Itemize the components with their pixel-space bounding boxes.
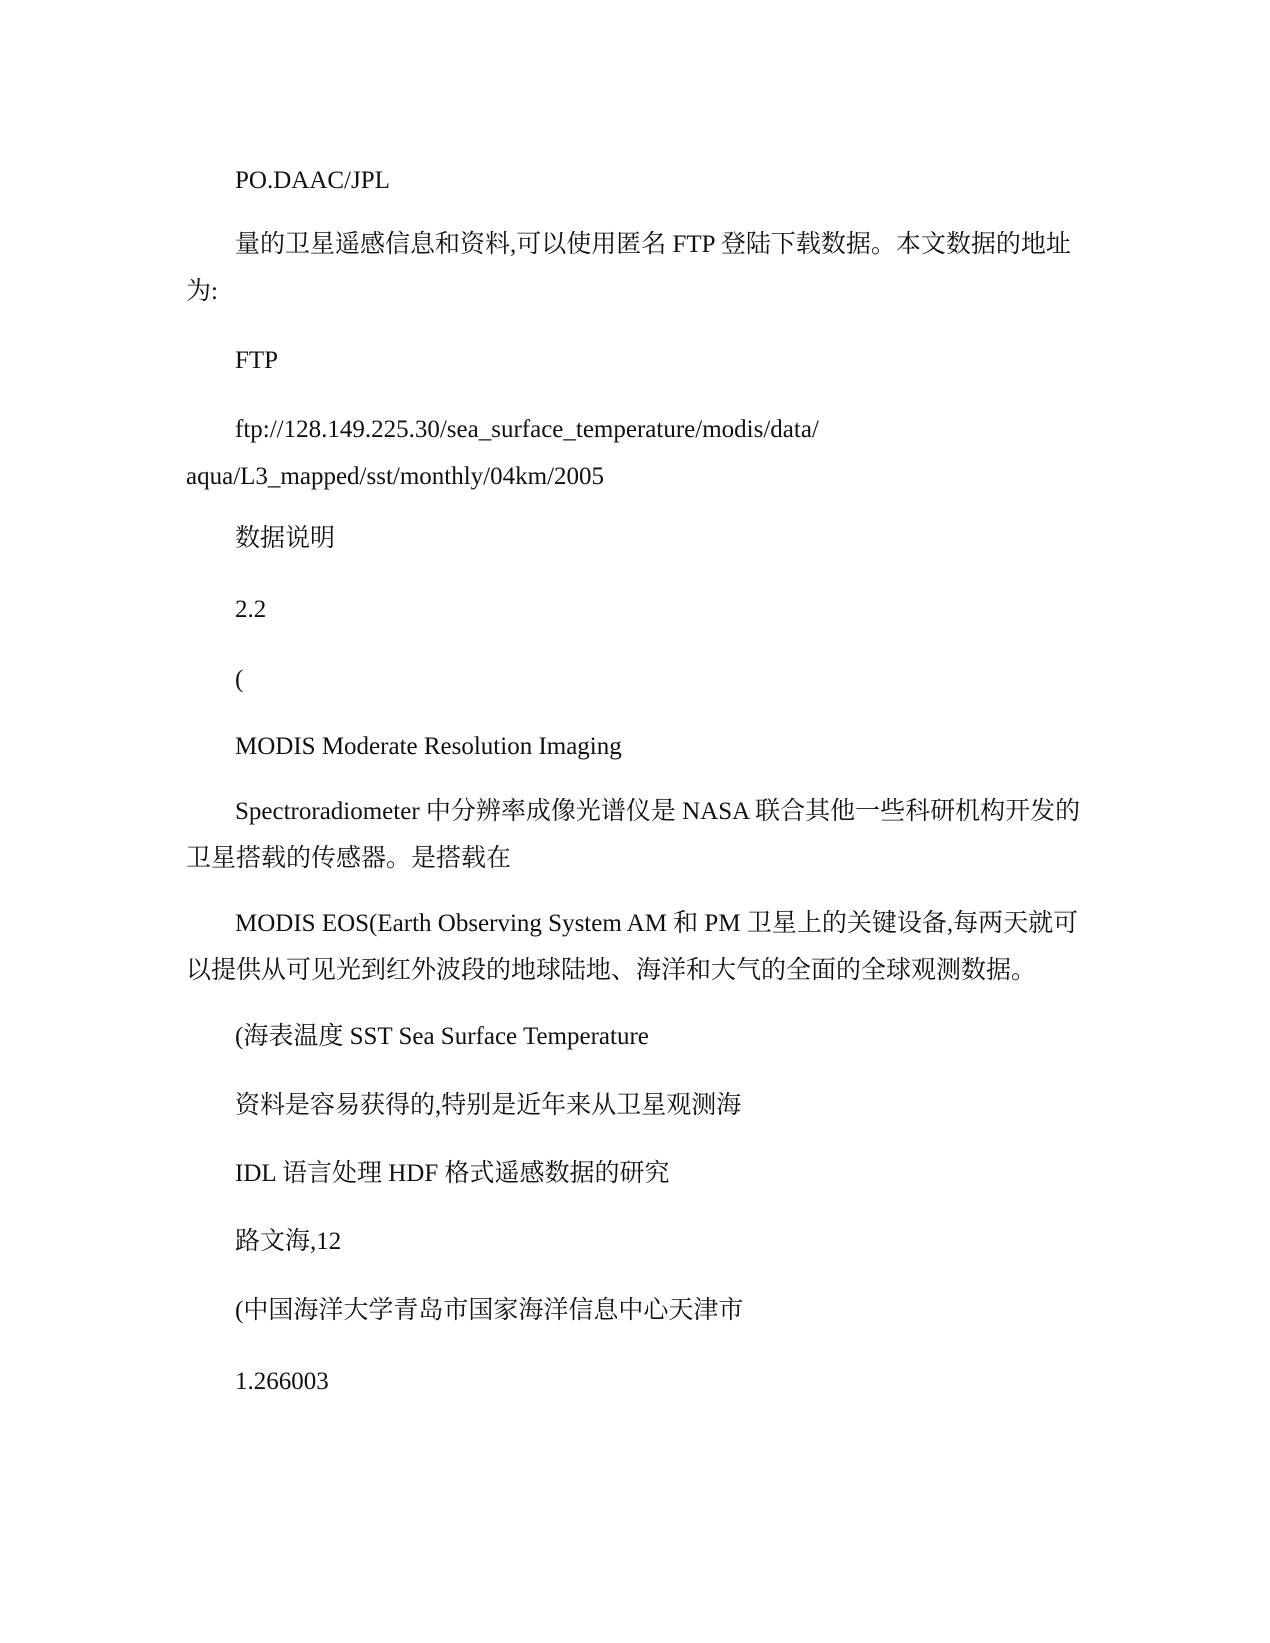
paragraph-modis-eos: MODIS EOS(Earth Observing System AM 和 PM 卫星上的关键设备,每两天就可以提供从可见光到红外波段的地球陆地、海洋和大气的全面的全球观测数据。 [186,910,1079,984]
paragraph-parenthesis: ( [235,666,244,693]
paragraph-source-label: PO.DAAC/JPL [235,167,390,194]
paragraph-satellite-observation: 资料是容易获得的,特别是近年来从卫星观测海 [235,1092,742,1119]
paragraph-sst: (海表温度 SST Sea Surface Temperature [235,1023,649,1050]
paragraph-section-number: 2.2 [235,596,267,623]
paragraph-spectroradiometer: Spectroradiometer 中分辨率成像光谱仪是 NASA 联合其他一些科研机构开发的卫星搭载的传感器。是搭载在 [186,798,1081,872]
paragraph-ftp-url: ftp://128.149.225.30/sea_surface_temperature/modis/data/ aqua/L3_mapped/sst/monthly/04km/2005 [186,416,819,490]
paragraph-author: 路文海,12 [235,1228,342,1255]
paragraph-data-access: 量的卫星遥感信息和资料,可以使用匿名 FTP 登陆下载数据。本文数据的地址为: [186,231,1071,305]
paragraph-postal-code: 1.266003 [235,1368,329,1395]
paragraph-modis-title: MODIS Moderate Resolution Imaging [235,733,622,760]
paragraph-idl-title: IDL 语言处理 HDF 格式遥感数据的研究 [235,1160,670,1187]
paragraph-ftp-label: FTP [235,347,279,374]
paragraph-data-description: 数据说明 [235,525,336,552]
paragraph-affiliation: (中国海洋大学青岛市国家海洋信息中心天津市 [235,1297,744,1324]
